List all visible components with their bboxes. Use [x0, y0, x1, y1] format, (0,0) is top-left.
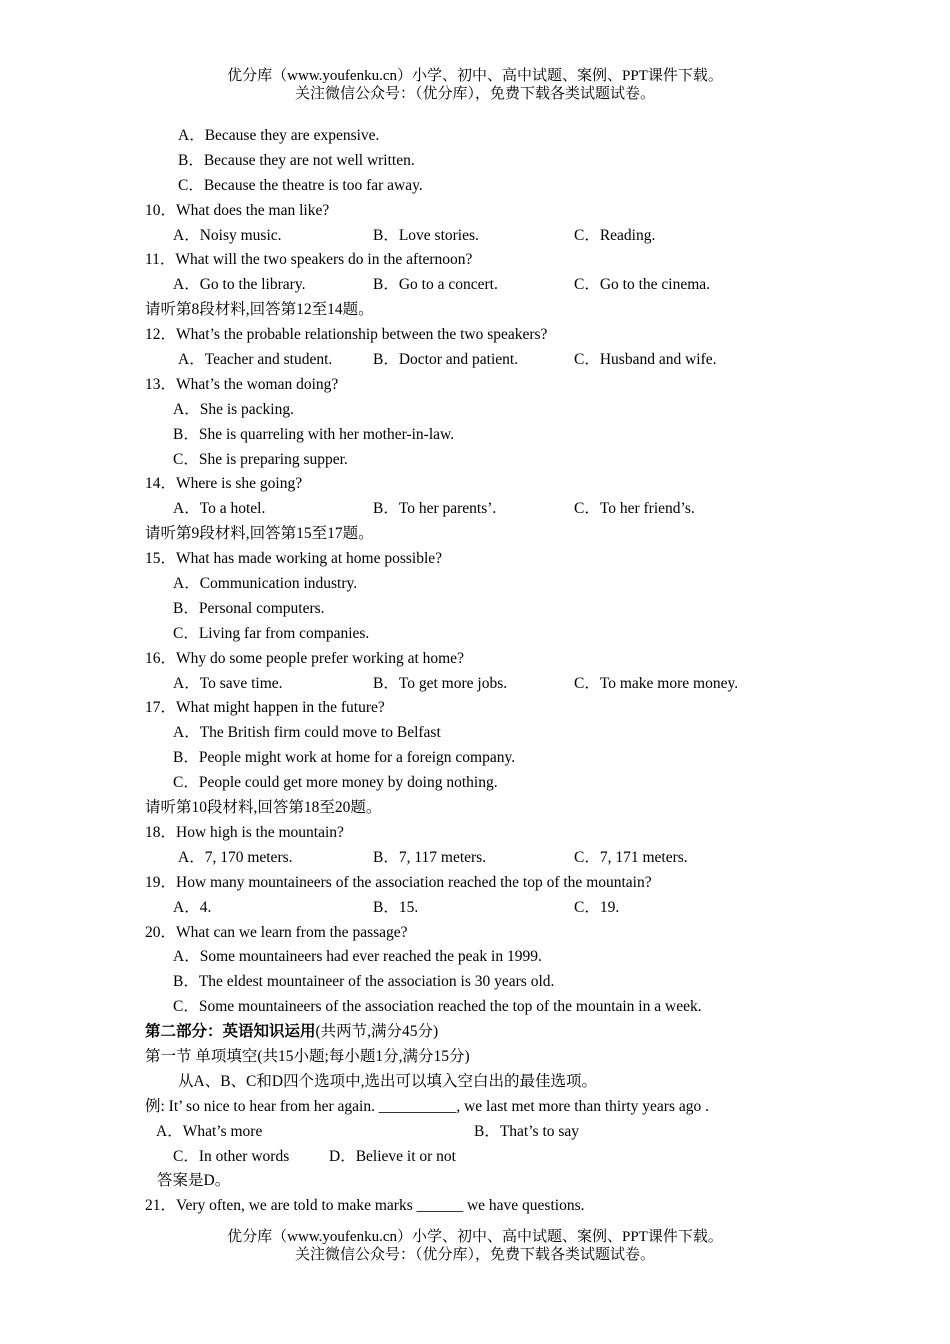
q19-stem: 19．How many mountaineers of the association reached the top of the mountain? [145, 873, 652, 891]
q15-option-c: C．Living far from companies. [173, 624, 370, 642]
q13-option-b: B．She is quarreling with her mother-in-law. [173, 425, 455, 443]
q14-option-a: A．To a hotel. [173, 500, 266, 518]
q13-option-a: A．She is packing. [173, 400, 294, 418]
q18-option-b: B．7, 117 meters. [373, 848, 487, 866]
q14-stem: 14．Where is she going? [145, 475, 303, 493]
q9-option-b: B．Because they are not well written. [178, 151, 415, 169]
q19-option-c: C．19. [574, 898, 620, 916]
q9-option-c: C．Because the theatre is too far away. [178, 176, 423, 194]
q15-stem: 15．What has made working at home possible? [145, 550, 443, 568]
q20-option-b: B．The eldest mountaineer of the association is 30 years old. [173, 973, 555, 991]
part2-title: 第二部分：英语知识运用 [145, 1023, 316, 1041]
q11-option-a: A．Go to the library. [173, 276, 306, 294]
q10-option-a: A．Noisy music. [173, 226, 282, 244]
q10-option-b: B．Love stories. [373, 226, 479, 244]
section1-heading: 第一节 单项填空(共15小题;每小题1分,满分15分) [145, 1047, 470, 1065]
q18-options [145, 846, 845, 871]
q11-options [145, 273, 845, 298]
q20-option-a: A．Some mountaineers had ever reached the peak in 1999. [173, 948, 542, 966]
example-option-d: D．Believe it or not [329, 1147, 456, 1165]
page-header [0, 67, 950, 103]
footer-line-1: 优分库（www.youfenku.cn）小学、初中、高中试题、案例、PPT课件下载。 [227, 1229, 723, 1245]
q17-option-b: B．People might work at home for a foreign company. [173, 749, 516, 767]
q19-option-a: A．4. [173, 898, 212, 916]
example-stem: 例: It’ so nice to hear from her again. __________, we last met more than thirty years ago . [145, 1097, 710, 1115]
q18-stem: 18．How high is the mountain? [145, 823, 344, 841]
q10-stem: 10．What does the man like? [145, 201, 330, 219]
q12-option-b: B．Doctor and patient. [373, 351, 519, 369]
instruction-10: 请听第10段材料,回答第18至20题。 [145, 799, 382, 817]
q17-option-a: A．The British firm could move to Belfast [173, 724, 441, 742]
q11-option-b: B．Go to a concert. [373, 276, 498, 294]
q13-option-c: C．She is preparing supper. [173, 450, 348, 468]
q15-option-b: B．Personal computers. [173, 599, 325, 617]
example-option-b: B．That’s to say [474, 1122, 580, 1140]
q12-option-a: A．Teacher and student. [178, 351, 333, 369]
q18-option-a: A．7, 170 meters. [178, 848, 293, 866]
footer-line-2: 关注微信公众号：（优分库），免费下载各类试题试卷。 [294, 1247, 655, 1263]
exam-content [145, 124, 845, 1219]
q19-options [145, 896, 845, 921]
q18-option-c: C．7, 171 meters. [574, 848, 688, 866]
q15-option-a: A．Communication industry. [173, 575, 358, 593]
part2-suffix: (共两节,满分45分) [315, 1023, 439, 1041]
q9-option-a: A．Because they are expensive. [178, 127, 380, 144]
page-footer [0, 1228, 950, 1264]
section1-instruction: 从A、B、C和D四个选项中,选出可以填入空白出的最佳选项。 [178, 1072, 597, 1090]
q10-option-c: C．Reading. [574, 226, 656, 244]
example-options-ab [145, 1120, 845, 1145]
q13-stem: 13．What’s the woman doing? [145, 375, 339, 393]
instruction-8: 请听第8段材料,回答第12至14题。 [145, 301, 374, 319]
q11-option-c: C．Go to the cinema. [574, 276, 711, 294]
q16-option-a: A．To save time. [173, 674, 283, 692]
example-option-c: C．In other words [173, 1147, 290, 1165]
q16-option-c: C．To make more money. [574, 674, 739, 692]
q20-stem: 20．What can we learn from the passage? [145, 923, 408, 941]
example-answer: 答案是D。 [157, 1172, 231, 1190]
q20-option-c: C．Some mountaineers of the association reached the top of the mountain in a week. [173, 998, 702, 1016]
q17-stem: 17．What might happen in the future? [145, 699, 385, 717]
q12-options [145, 348, 845, 373]
q19-option-b: B．15. [373, 898, 419, 916]
q16-option-b: B．To get more jobs. [373, 674, 508, 692]
q16-options [145, 672, 845, 697]
header-line-2: 关注微信公众号：（优分库），免费下载各类试题试卷。 [294, 86, 655, 102]
q12-option-c: C．Husband and wife. [574, 351, 717, 369]
q11-stem: 11．What will the two speakers do in the afternoon? [145, 251, 473, 269]
q16-stem: 16．Why do some people prefer working at home? [145, 649, 464, 667]
q12-stem: 12．What’s the probable relationship between the two speakers? [145, 326, 548, 344]
q17-option-c: C．People could get more money by doing nothing. [173, 774, 498, 792]
q10-options [145, 224, 845, 249]
example-option-a: A．What’s more [156, 1122, 263, 1140]
header-line-1: 优分库（www.youfenku.cn）小学、初中、高中试题、案例、PPT课件下载。 [227, 68, 723, 84]
q14-option-b: B．To her parents’. [373, 500, 497, 518]
q14-option-c: C．To her friend’s. [574, 500, 695, 518]
part2-heading [145, 1020, 845, 1045]
instruction-9: 请听第9段材料,回答第15至17题。 [145, 525, 374, 543]
example-options-cd [145, 1145, 845, 1170]
q14-options [145, 497, 845, 522]
q21-stem: 21．Very often, we are told to make marks ______ we have questions. [145, 1197, 585, 1215]
